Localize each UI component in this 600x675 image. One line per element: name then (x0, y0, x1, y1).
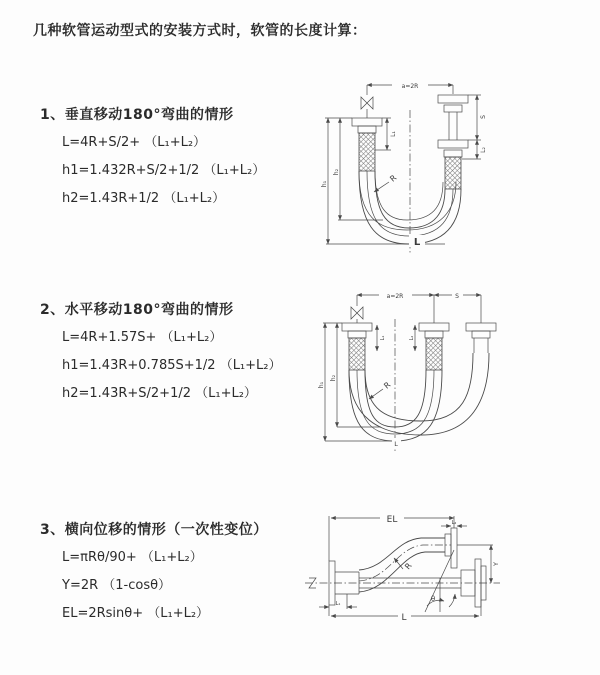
middle-flange-pipe (419, 323, 449, 370)
diagram-horizontal-180-bend (313, 283, 523, 455)
section-2-formulas (62, 324, 282, 408)
left-flange-pipe (342, 323, 372, 370)
dimension-l1 (377, 325, 386, 351)
dim-label-l2: L₂ (451, 520, 457, 526)
angle-theta (425, 550, 455, 612)
radius-leader (369, 380, 393, 399)
dim-label-l1: L₁ (380, 335, 386, 341)
braided-hose-section (359, 133, 375, 171)
dimension-y (457, 545, 500, 583)
dimension-a2r (367, 79, 453, 95)
dim-label-el: EL (386, 515, 398, 525)
dim-label-theta: θ (430, 595, 436, 603)
section-3-heading: 3、横向位移的情形（一次性变位） (40, 522, 268, 538)
length-label (392, 438, 401, 448)
dim-label-s: S (455, 293, 459, 300)
dimension-s (468, 95, 487, 140)
braided-hose-section (426, 338, 442, 370)
dim-label-length: L (413, 237, 421, 248)
valve-icon (361, 97, 373, 118)
radius-leader (374, 173, 399, 192)
formula-line: L=4R+1.57S+ （L₁+L₂） (62, 330, 223, 345)
formula-line: Y=2R （1-cosθ） (62, 578, 172, 593)
section-3-formulas (62, 544, 209, 628)
braided-hose-section (445, 157, 461, 189)
dim-label-h1: h₁ (318, 381, 325, 389)
dim-label-l1: L₁ (390, 131, 397, 137)
curved-hose-position (359, 528, 457, 592)
dimension-l1 (319, 594, 357, 609)
dim-label-span: a=2R (386, 293, 404, 300)
dim-label-s: S (480, 115, 487, 119)
dim-label-y: Y (492, 562, 500, 566)
formula-line: h2=1.43R+S/2+1/2 （L₁+L₂） (62, 386, 257, 401)
dim-label-h2: h₂ (330, 374, 337, 382)
diagram-vertical-180-bend (313, 72, 498, 258)
dimension-s (434, 289, 481, 300)
section-1-formulas (62, 129, 265, 213)
hose-u-bends (349, 353, 489, 441)
braided-hose-section (349, 338, 365, 370)
dimension-l2 (409, 325, 415, 351)
dim-label-span: a=2R (401, 83, 419, 90)
length-label (409, 235, 425, 248)
dim-label-l1: L₁ (335, 601, 341, 607)
diagram-lateral-displacement (303, 508, 503, 628)
dimension-l2 (441, 520, 467, 526)
dim-label-h2: h₂ (333, 168, 340, 176)
dim-label-l2: L₂ (480, 147, 487, 153)
dim-label-length: L (401, 613, 407, 623)
dim-label-radius: R (388, 173, 399, 184)
dim-label-radius: R (382, 380, 393, 391)
dimension-l1 (375, 118, 397, 150)
formula-line: h1=1.432R+S/2+1/2 （L₁+L₂） (62, 163, 266, 178)
left-flange-pipe (352, 118, 382, 171)
dim-label-length: L (394, 440, 398, 448)
formula-line: h2=1.43R+1/2 （L₁+L₂） (62, 191, 226, 206)
dim-label-l2: L₂ (409, 335, 415, 341)
dimension-l2 (462, 140, 487, 159)
valve-icon (351, 307, 363, 323)
right-flange-pipe (466, 323, 496, 353)
formula-line: h1=1.43R+0.785S+1/2 （L₁+L₂） (62, 358, 282, 373)
dim-label-radius: R (403, 561, 414, 572)
formula-line: EL=2Rsinθ+ （L₁+L₂） (62, 606, 210, 621)
dimension-length (329, 600, 481, 623)
right-flange-pipe (438, 95, 468, 189)
dim-label-h1: h₁ (321, 180, 328, 188)
formula-line: L=πRθ/90+ （L₁+L₂） (62, 550, 203, 565)
formula-line: L=4R+S/2+ （L₁+L₂） (62, 135, 207, 150)
section-1-heading: 1、垂直移动180°弯曲的情形 (40, 107, 234, 123)
page-title: 几种软管运动型式的安装方式时，软管的长度计算： (33, 23, 367, 39)
section-2-heading: 2、水平移动180°弯曲的情形 (40, 302, 234, 318)
